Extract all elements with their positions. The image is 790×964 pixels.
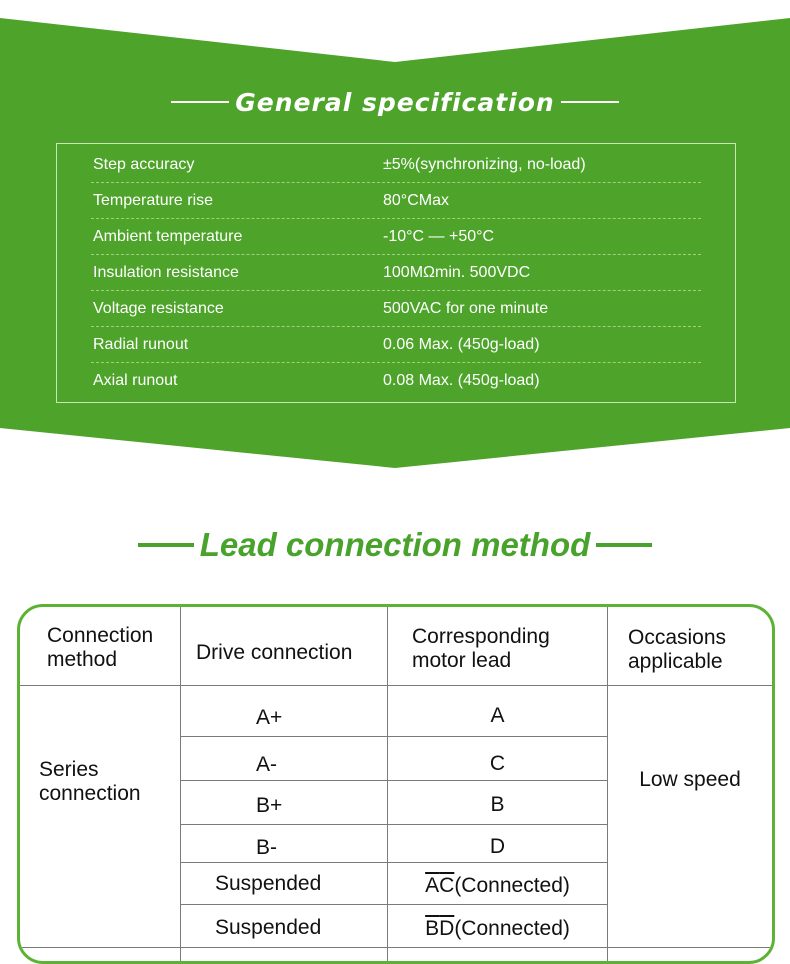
drive-cell: Suspended xyxy=(215,872,322,895)
lead-connection-table xyxy=(17,604,775,964)
spec-label: Insulation resistance xyxy=(93,264,239,281)
spec-label: Voltage resistance xyxy=(93,300,224,317)
motor-lead-a: $\overline{B}$ xyxy=(425,917,440,940)
spec-label: Radial runout xyxy=(93,336,189,353)
spec-label: Temperature rise xyxy=(93,192,214,209)
spec-row xyxy=(91,183,701,219)
column-divider xyxy=(180,607,181,964)
title-rule-right xyxy=(596,543,652,547)
spec-value: 500VAC for one minute xyxy=(383,300,549,317)
spec-value: 0.08 Max. (450g-load) xyxy=(383,372,540,389)
spec-value: 80°CMax xyxy=(383,192,449,209)
drive-cell: Suspended xyxy=(215,916,322,939)
spec-title-group xyxy=(0,82,790,122)
cell-text: Series xyxy=(39,758,99,781)
drive-cell: B- xyxy=(256,836,277,859)
motor-cell xyxy=(388,917,607,941)
spec-value: ±5%(synchronizing, no-load) xyxy=(383,156,586,173)
drive-cell: B+ xyxy=(256,794,283,817)
spec-value: 100MΩmin. 500VDC xyxy=(383,264,531,281)
row-divider xyxy=(20,947,772,948)
spec-table xyxy=(56,143,736,403)
motor-lead-b: $\overline{C}$ xyxy=(439,874,455,897)
spec-row xyxy=(91,363,701,399)
header-text: method xyxy=(47,648,118,671)
header-divider xyxy=(20,685,772,686)
connected-suffix: (Connected) xyxy=(454,874,570,897)
spec-title: General specification xyxy=(235,87,555,117)
spec-banner xyxy=(0,0,790,470)
spec-row xyxy=(91,255,701,291)
spec-value: -10°C — +50°C xyxy=(383,228,495,245)
motor-cell: D xyxy=(489,835,506,858)
lead-title-group xyxy=(0,522,790,568)
connection-method-cell xyxy=(39,758,141,806)
motor-cell: C xyxy=(489,752,506,775)
drive-cell: A- xyxy=(256,753,277,776)
row-divider xyxy=(180,862,607,863)
row-divider xyxy=(180,736,607,737)
header-text: Occasions xyxy=(628,626,727,649)
header-text: applicable xyxy=(628,650,723,673)
header-text: Connection xyxy=(47,624,154,647)
cell-text: connection xyxy=(39,782,141,805)
title-rule-right xyxy=(561,101,619,103)
spec-row xyxy=(91,291,701,327)
spec-label: Axial runout xyxy=(93,372,178,389)
motor-cell: A xyxy=(490,704,505,727)
title-rule-left xyxy=(138,543,194,547)
motor-cell: B xyxy=(490,793,505,816)
row-divider xyxy=(180,780,607,781)
header-occasions xyxy=(628,626,726,674)
row-divider xyxy=(180,824,607,825)
motor-cell xyxy=(388,874,607,898)
header-text: Corresponding xyxy=(412,625,550,648)
spec-row xyxy=(91,219,701,255)
spec-label: Step accuracy xyxy=(93,156,195,173)
row-divider xyxy=(180,904,607,905)
connected-suffix: (Connected) xyxy=(454,917,570,940)
lead-title: Lead connection method xyxy=(199,526,591,563)
title-rule-left xyxy=(171,101,229,103)
header-connection-method xyxy=(47,624,153,672)
motor-lead-a: $\overline{A}$ xyxy=(425,874,440,897)
header-drive-connection: Drive connection xyxy=(196,641,353,664)
header-motor-lead xyxy=(412,625,550,673)
spec-row xyxy=(91,327,701,363)
occasion-cell: Low speed xyxy=(639,768,741,791)
header-text: motor lead xyxy=(412,649,512,672)
motor-lead-b: $\overline{D}$ xyxy=(439,917,455,940)
spec-label: Ambient temperature xyxy=(93,228,243,245)
spec-value: 0.06 Max. (450g-load) xyxy=(383,336,540,353)
spec-row xyxy=(91,147,701,183)
drive-cell: A+ xyxy=(256,706,283,729)
column-divider xyxy=(387,607,388,964)
